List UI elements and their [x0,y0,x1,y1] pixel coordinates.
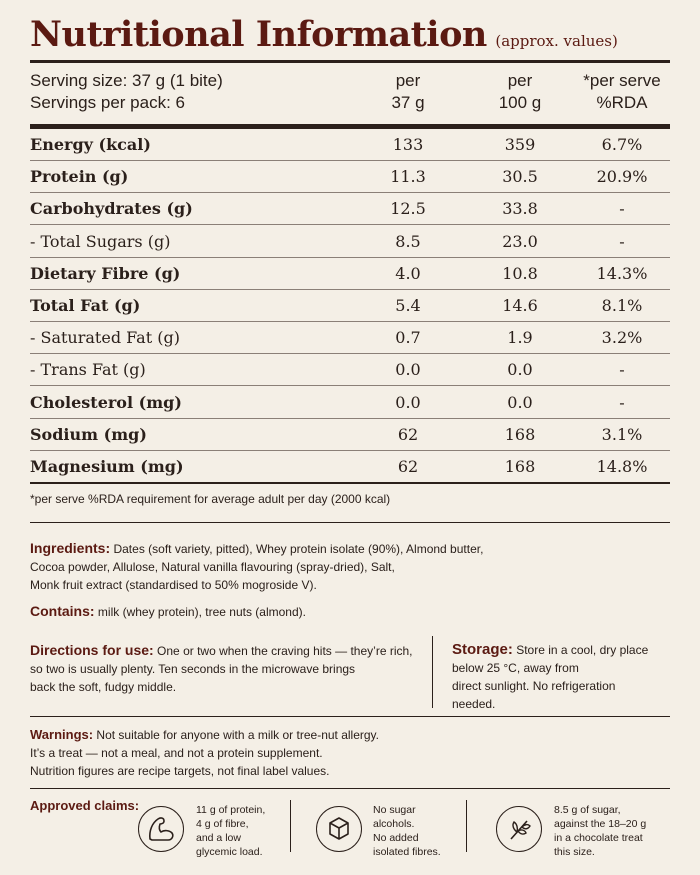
value-per-serve: 0.7 [395,328,421,348]
value-per-100g: 168 [504,457,536,476]
title-rule [30,60,670,63]
value-rda: - [619,360,625,380]
warnings-rule [30,788,670,789]
page-title: Nutritional Information [30,14,487,55]
value-per-serve: 8.5 [395,231,421,251]
value-per-100g: 359 [504,135,536,154]
value-per-100g: 23.0 [502,231,538,251]
column-header-per-serve: per 37 g [391,71,425,112]
value-per-serve: 133 [392,135,424,154]
claims-heading: Approved claims: [30,798,140,813]
storage-line-1: Store in a cool, dry place [516,643,649,657]
value-per-serve: 62 [397,457,419,476]
ingredients-line-2: Cocoa powder, Allulose, Natural vanilla flavouring (spray-dried), Salt, [30,560,395,574]
value-rda: 20.9% [596,167,648,187]
directions-divider [432,636,433,708]
rda-footnote: *per serve %RDA requirement for average adult per day (2000 kcal) [30,492,391,506]
claims-divider [290,800,291,852]
nutrient-label: Carbohydrates (g) [30,199,193,219]
ingredients-heading: Ingredients: [30,540,111,556]
nutrient-label: - Saturated Fat (g) [30,328,180,348]
value-rda: - [619,392,625,412]
sugar-cube-icon [316,806,362,852]
nutrient-label: Energy (kcal) [30,135,151,154]
storage-line-3: direct sunlight. No refrigeration [452,679,616,693]
storage-line-4: needed. [452,697,496,711]
table-row [30,226,670,258]
value-per-100g: 0.0 [507,392,533,412]
value-per-100g: 1.9 [507,328,533,348]
flexed-arm-icon [138,806,184,852]
header [30,14,618,55]
directions-line-2: so two is usually plenty. Ten seconds in the microwave brings [30,662,356,676]
directions-heading: Directions for use: [30,642,154,658]
storage-line-2: below 25 °C, away from [452,661,579,675]
value-per-serve: 5.4 [395,296,421,315]
column-header-rda: *per serve %RDA [583,71,661,112]
footnote-rule [30,522,670,523]
column-header-per-100g: per 100 g [498,71,542,112]
serving-size: Serving size: 37 g (1 bite) [30,71,223,90]
claim-text-sugar-alcohols: No sugar alcohols. No added isolated fibres. [373,804,441,858]
value-rda: 3.1% [601,424,643,444]
ingredients-line-1: Dates (soft variety, pitted), Whey protein isolate (90%), Almond butter, [113,542,484,556]
warnings-heading: Warnings: [30,727,94,742]
nutrient-label: - Total Sugars (g) [30,231,171,251]
value-per-100g: 30.5 [502,167,538,187]
table-row [30,354,670,386]
value-per-serve: 12.5 [390,199,426,219]
table-row [30,258,670,290]
directions-line-3: back the soft, fudgy middle. [30,680,177,694]
value-per-100g: 168 [504,424,536,444]
table-row [30,193,670,225]
nutrient-label: Total Fat (g) [30,296,141,315]
contains-section [30,602,306,621]
storage-section [452,641,677,713]
value-per-100g: 14.6 [502,296,538,315]
value-per-100g: 33.8 [502,199,538,219]
value-per-100g: 0.0 [507,360,533,380]
nutrient-label: Cholesterol (mg) [30,392,182,412]
value-per-serve: 4.0 [395,263,421,283]
warnings-line-1: Not suitable for anyone with a milk or tree-nut allergy. [96,728,379,742]
value-per-serve: 62 [397,424,419,444]
value-rda: - [619,199,625,219]
value-rda: 8.1% [601,296,643,315]
nutrient-label: Sodium (mg) [30,424,147,444]
value-per-100g: 10.8 [502,263,538,283]
contains-heading: Contains: [30,603,95,619]
warnings-section [30,726,670,780]
value-rda: 6.7% [601,135,643,154]
directions-line-1: One or two when the craving hits — they’re rich, [157,644,413,658]
table-row [30,322,670,354]
serving-info [30,70,223,114]
nutrient-label: Dietary Fibre (g) [30,263,181,283]
directions-section [30,641,430,696]
table-row [30,290,670,322]
ingredients-section [30,539,670,594]
table-bottom-rule [30,482,670,484]
claims-divider [466,800,467,852]
warnings-line-2: It’s a treat — not a meal, and not a protein supplement. [30,746,323,760]
value-per-serve: 0.0 [395,392,421,412]
contains-text: milk (whey protein), tree nuts (almond). [97,605,306,619]
claim-text-sugar-comparison: 8.5 g of sugar, against the 18–20 g in a chocolate treat this size. [554,804,647,858]
claim-text-protein: 11 g of protein, 4 g of fibre, and a low glycemic load. [196,804,266,858]
table-row [30,129,670,161]
value-rda: 14.3% [596,263,648,283]
page-subtitle: (approx. values) [495,32,618,50]
directions-rule [30,716,670,717]
table-row [30,387,670,419]
storage-heading: Storage: [452,641,513,658]
table-row [30,161,670,193]
value-rda: 14.8% [596,457,648,476]
leaf-sprig-icon [496,806,542,852]
table-row [30,419,670,451]
ingredients-line-3: Monk fruit extract (standardised to 50% mogroside V). [30,578,317,592]
nutrient-label: Protein (g) [30,167,129,187]
value-per-serve: 0.0 [395,360,421,380]
value-per-serve: 11.3 [390,167,426,187]
value-rda: - [619,231,625,251]
table-row [30,451,670,483]
warnings-line-3: Nutrition figures are recipe targets, not final label values. [30,764,330,778]
servings-per-pack: Servings per pack: 6 [30,93,185,112]
nutrient-label: Magnesium (mg) [30,457,184,476]
nutrient-label: - Trans Fat (g) [30,360,146,380]
value-rda: 3.2% [601,328,643,348]
